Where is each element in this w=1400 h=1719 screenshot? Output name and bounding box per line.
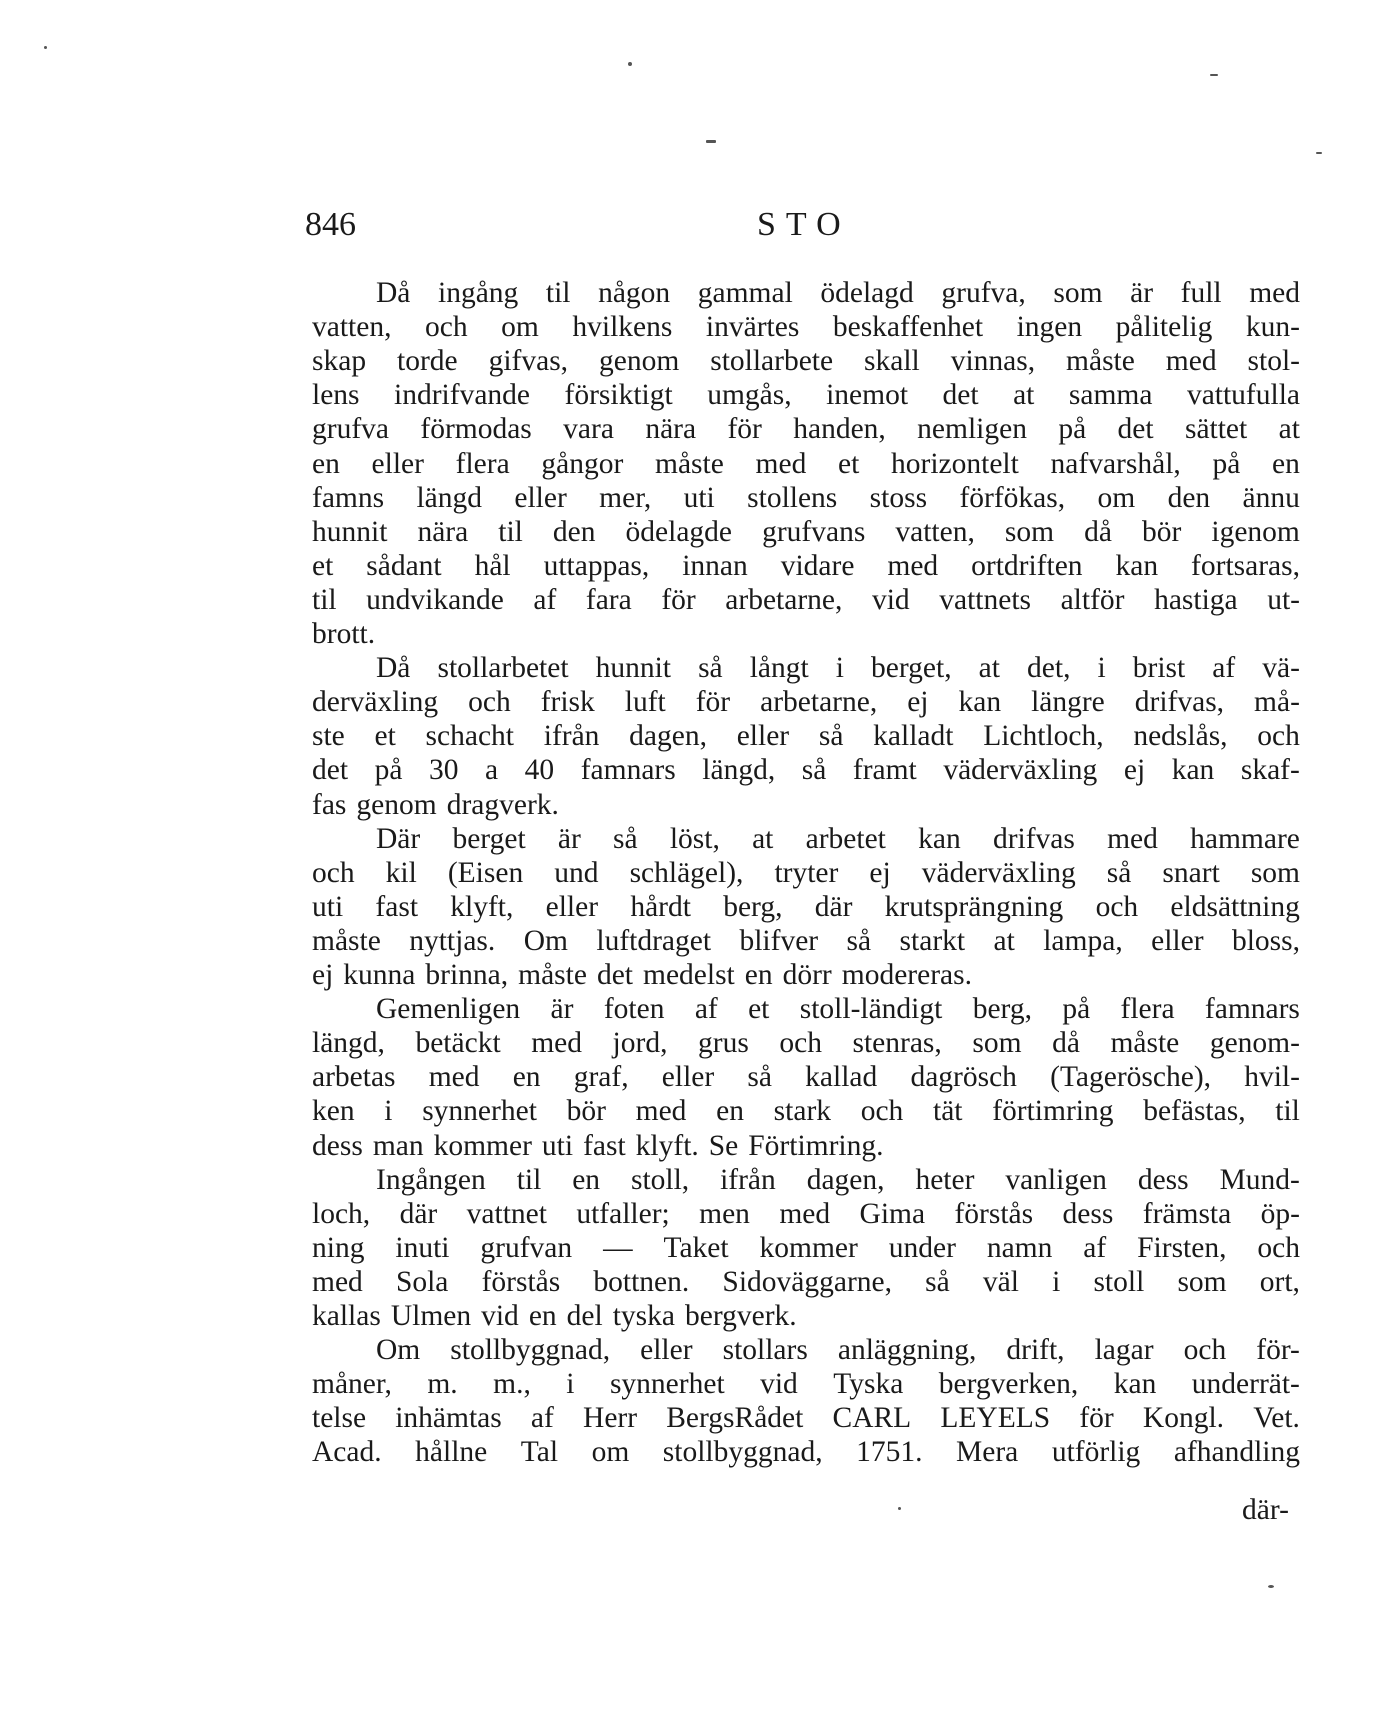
text-line: uti fast klyft, eller hårdt berg, där krutsprängning och eldsättning	[312, 890, 1300, 923]
text-line: måste nyttjas. Om luftdraget blifver så starkt at lampa, eller bloss,	[312, 924, 1300, 957]
text-line: ste et schacht ifrån dagen, eller så kalladt Lichtloch, nedslås, och	[312, 720, 1300, 753]
text-line: Då stollarbetet hunnit så långt i berget, at det, i brist af vä-	[376, 652, 1300, 685]
text-line: Acad. hållne Tal om stollbyggnad, 1751. Mera utförlig afhandling	[312, 1436, 1300, 1469]
page-header	[305, 206, 1305, 256]
text-line: derväxling och frisk luft för arbetarne, ej kan längre drifvas, må-	[312, 686, 1300, 719]
text-line: en eller flera gångor måste med et horizontelt nafvarshål, på en	[312, 447, 1300, 480]
text-line: dess man kommer uti fast klyft. Se Förtimring.	[312, 1129, 884, 1162]
text-line: Där berget är så löst, at arbetet kan drifvas med hammare	[376, 822, 1300, 855]
paper-speck	[1268, 1585, 1274, 1588]
text-line: Då ingång til någon gammal ödelagd grufva, som är full med	[376, 277, 1300, 309]
text-line: famns längd eller mer, uti stollens stoss förfökas, om den ännu	[312, 481, 1300, 514]
text-line: brott.	[312, 618, 376, 650]
paper-speck	[1316, 152, 1322, 154]
text-line: det på 30 a 40 famnars längd, så framt väderväxling ej kan skaf-	[312, 754, 1300, 787]
paper-speck	[628, 62, 632, 66]
text-line: lens indrifvande försiktigt umgås, inemot det at samma vattufulla	[312, 379, 1300, 412]
text-line: kallas Ulmen vid en del tyska bergverk.	[312, 1300, 797, 1332]
text-line: skap torde gifvas, genom stollarbete skall vinnas, måste med stol-	[312, 345, 1300, 378]
text-line: ning inuti grufvan — Taket kommer under namn af Firsten, och	[312, 1231, 1300, 1264]
running-head: STO	[757, 206, 851, 243]
text-line: til undvikande af fara för arbetarne, vid vattnets altför hastiga ut-	[312, 583, 1300, 616]
text-line: vatten, och om hvilkens invärtes beskaffenhet ingen pålitelig kun-	[312, 311, 1300, 344]
catchword: där-	[1242, 1494, 1289, 1526]
text-line: måner, m. m., i synnerhet vid Tyska bergverken, kan underrät-	[312, 1368, 1300, 1401]
text-line: hunnit nära til den ödelagde grufvans vatten, som då bör igenom	[312, 515, 1300, 548]
text-line: och kil (Eisen und schlägel), tryter ej väderväxling så snart som	[312, 856, 1300, 889]
page-number: 846	[305, 206, 356, 243]
paper-speck	[706, 140, 716, 143]
text-line: Gemenligen är foten af et stoll-ländigt berg, på flera famnars	[376, 993, 1300, 1026]
text-line: ej kunna brinna, måste det medelst en dörr modereras.	[312, 959, 972, 991]
text-line: et sådant hål uttappas, innan vidare med ortdriften kan fortsaras,	[312, 549, 1300, 582]
paper-speck	[898, 1507, 901, 1510]
text-line: Om stollbyggnad, eller stollars anläggning, drift, lagar och för-	[376, 1334, 1300, 1367]
text-line: telse inhämtas af Herr BergsRådet CARL LEYELS för Kongl. Vet.	[312, 1402, 1300, 1435]
text-line: grufva förmodas vara nära för handen, nemligen på det sättet at	[312, 413, 1300, 446]
text-line: längd, betäckt med jord, grus och stenras, som då måste genom-	[312, 1027, 1300, 1060]
text-line: loch, där vattnet utfaller; men med Gima förstås dess främsta öp-	[312, 1197, 1300, 1230]
text-line: Ingången til en stoll, ifrån dagen, heter vanligen dess Mund-	[376, 1163, 1300, 1196]
paper-speck	[1210, 74, 1218, 76]
text-line: med Sola förstås bottnen. Sidoväggarne, så väl i stoll som ort,	[312, 1265, 1300, 1298]
text-line: ken i synnerhet bör med en stark och tät förtimring befästas, til	[312, 1095, 1300, 1128]
paper-speck	[44, 46, 47, 49]
text-line: fas genom dragverk.	[312, 788, 559, 821]
text-line: arbetas med en graf, eller så kallad dagrösch (Tagerösche), hvil-	[312, 1061, 1300, 1094]
